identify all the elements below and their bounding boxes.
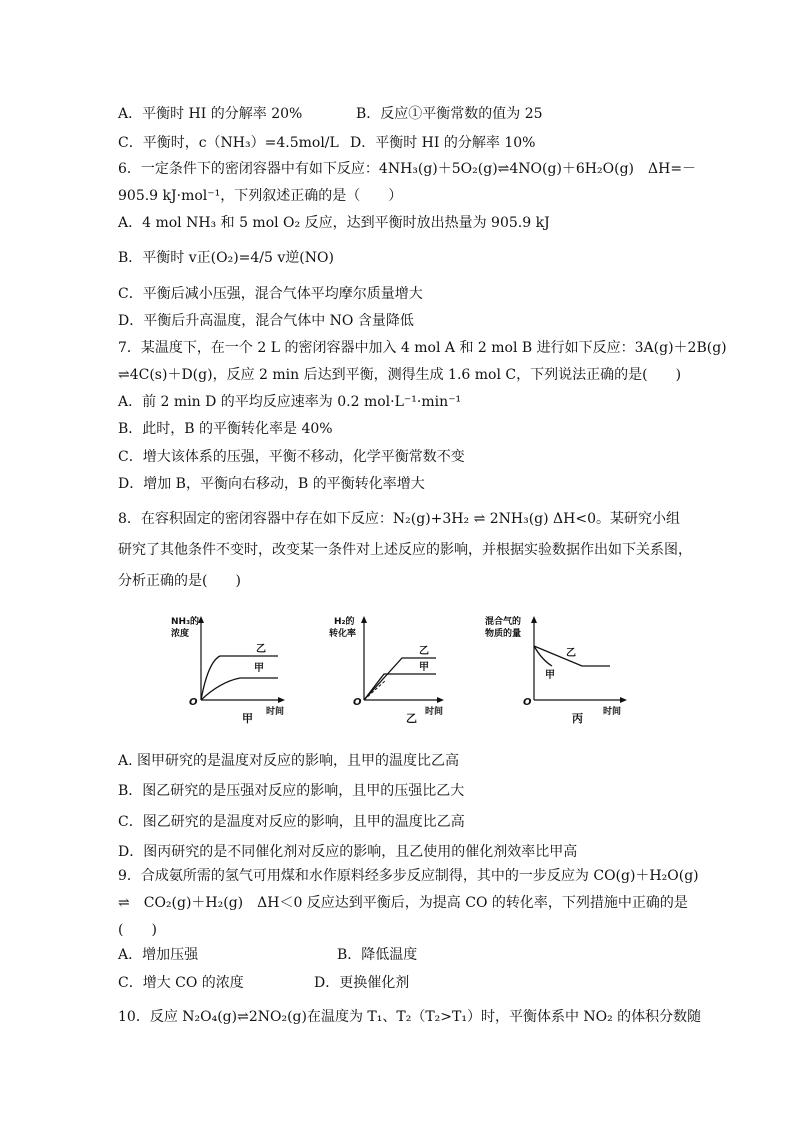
q7-option-b: B．此时，B 的平衡转化率是 40%	[118, 421, 333, 437]
q8-option-c: C．图乙研究的是温度对反应的影响，且甲的温度比乙高	[118, 814, 465, 830]
graph-yi-xlabel: 时间	[425, 707, 444, 717]
graph-yi-y-arrow	[361, 616, 367, 623]
graph-bing-curve-bottom	[534, 646, 552, 666]
q5-option-a: A．平衡时 HI 的分解率 20%	[118, 106, 303, 122]
q5-option-d: D．平衡时 HI 的分解率 10%	[350, 135, 536, 151]
graph-bing-curve-bottom-label: 甲	[545, 670, 555, 681]
q7-option-c: C．增大该体系的压强，平衡不移动，化学平衡常数不变	[118, 449, 465, 465]
q8-option-a: A. 图甲研究的是温度对反应的影响，且甲的温度比乙高	[118, 753, 460, 769]
graph-yi-ylabel-line2: 转化率	[329, 629, 357, 639]
q5-option-b: B．反应①平衡常数的值为 25	[356, 106, 543, 122]
graph-yi-origin: O	[353, 697, 362, 708]
q9-stem-line2: ⇌ CO₂(g)＋H₂(g) ΔH＜0 反应达到平衡后，为提高 CO 的转化率，下列措施中正确的是	[118, 895, 688, 911]
graph-yi-curve-bottom	[364, 674, 436, 700]
q6-stem-line1: 6．一定条件下的密闭容器中有如下反应：4NH₃(g)＋5O₂(g)⇌4NO(g)＋6H₂O(g) ΔH=－	[118, 161, 697, 177]
q6-option-a: A．4 mol NH₃ 和 5 mol O₂ 反应，达到平衡时放出热量为 905.9 kJ	[118, 215, 550, 231]
graph-jia-curve-top-label: 乙	[256, 644, 266, 655]
graph-yi-ylabel-line1: H₂的	[334, 617, 355, 627]
q10-stem-line1: 10．反应 N₂O₄(g)⇌2NO₂(g)在温度为 T₁、T₂（T₂>T₁）时，平衡体系中 NO₂ 的体积分数随	[118, 1009, 702, 1025]
graph-yi-curve-top-label: 乙	[419, 646, 429, 657]
q6-option-b: B．平衡时 v正(O₂)=4/5 v逆(NO)	[118, 250, 334, 266]
q8-option-b: B．图乙研究的是压强对反应的影响，且甲的压强比乙大	[118, 783, 465, 799]
graph-bing-ylabel-line2: 物质的量	[485, 629, 522, 639]
graph-jia-x-arrow	[278, 697, 285, 703]
q6-option-c: C．平衡后减小压强，混合气体平均摩尔质量增大	[118, 286, 423, 302]
graph-jia-curve-bottom	[201, 678, 278, 700]
graph-bing-curve-top-label: 乙	[566, 648, 576, 659]
graph-yi	[326, 612, 446, 728]
q9-stem-line1: 9．合成氨所需的氢气可用煤和水作原料经多步反应制得，其中的一步反应为 CO(g)＋H₂O(g)	[118, 868, 699, 884]
q6-stem-line2: 905.9 kJ·mol⁻¹，下列叙述正确的是（ ）	[118, 188, 403, 204]
graph-jia-ylabel-line2: 浓度	[171, 629, 190, 639]
graph-jia-xlabel: 时间	[266, 707, 285, 717]
graph-jia-curve-bottom-label: 甲	[254, 663, 264, 674]
q9-option-b: B．降低温度	[337, 947, 418, 963]
q8-stem-line3: 分析正确的是( )	[118, 573, 241, 589]
q9-option-c: C．增大 CO 的浓度	[118, 975, 244, 991]
q7-stem-line1: 7．某温度下，在一个 2 L 的密闭容器中加入 4 mol A 和 2 mol B 进行如下反应：3A(g)＋2B(g)	[118, 340, 727, 356]
graph-jia-caption: 甲	[242, 712, 253, 725]
q9-option-d: D．更换催化剂	[314, 975, 410, 991]
graph-yi-x-arrow	[437, 697, 444, 703]
graph-bing-origin: O	[523, 697, 532, 708]
graph-yi-caption: 乙	[406, 712, 417, 725]
graph-bing	[482, 612, 632, 728]
q7-stem-line2: ⇌4C(s)＋D(g)，反应 2 min 后达到平衡，测得生成 1.6 mol C，下列说法正确的是( )	[118, 367, 682, 383]
q7-option-d: D．增加 B，平衡向右移动，B 的平衡转化率增大	[118, 476, 425, 492]
graph-bing-caption: 丙	[572, 712, 583, 725]
graph-jia	[168, 612, 288, 728]
graph-bing-y-arrow	[531, 616, 537, 623]
graph-bing-x-arrow	[620, 697, 627, 703]
q8-option-d: D．图丙研究的是不同催化剂对反应的影响，且乙使用的催化剂效率比甲高	[118, 844, 578, 860]
graph-yi-curve-bottom-label: 甲	[419, 662, 429, 673]
q7-option-a: A．前 2 min D 的平均反应速率为 0.2 mol·L⁻¹·min⁻¹	[118, 394, 462, 410]
q5-option-c: C．平衡时，c（NH₃）=4.5mol/L	[118, 135, 339, 151]
q8-stem-line1: 8．在容积固定的密闭容器中存在如下反应：N₂(g)+3H₂ ⇌ 2NH₃(g) ΔH<0。某研究小组	[118, 511, 681, 527]
graph-bing-xlabel: 时间	[603, 707, 622, 717]
graph-jia-ylabel-line1: NH₃的	[171, 617, 200, 627]
q9-stem-line3: ( )	[118, 922, 157, 938]
q9-option-a: A．增加压强	[118, 947, 199, 963]
graph-bing-ylabel-line1: 混合气的	[485, 617, 522, 627]
graph-jia-origin: O	[189, 697, 198, 708]
q6-option-d: D．平衡后升高温度，混合气体中 NO 含量降低	[118, 313, 414, 329]
q8-stem-line2: 研究了其他条件不变时，改变某一条件对上述反应的影响，并根据实验数据作出如下关系图，	[118, 542, 692, 558]
